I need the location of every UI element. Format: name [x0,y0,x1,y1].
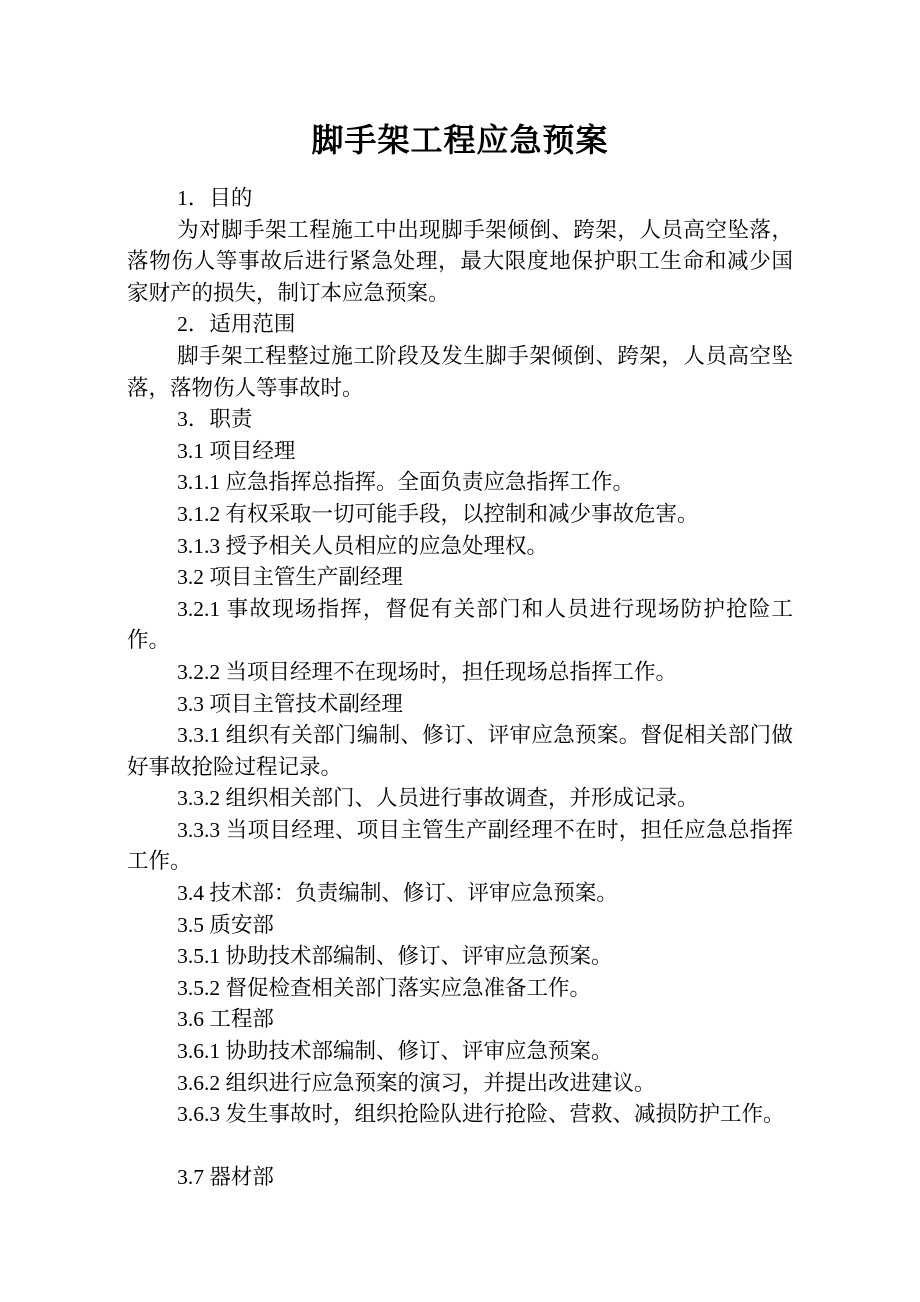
item-3-1-1: 3.1.1 应急指挥总指挥。全面负责应急指挥工作。 [177,470,634,495]
item-3-3-technical-deputy: 3.3 项目主管技术副经理 [177,691,403,716]
item-3-1-3: 3.1.3 授予相关人员相应的应急处理权。 [177,533,548,558]
heading-2-scope: 2．适用范围 [177,312,296,337]
item-3-6-2: 3.6.2 组织进行应急预案的演习，并提出改进建议。 [177,1070,656,1095]
item-3-4-technology-dept: 3.4 技术部：负责编制、修订、评审应急预案。 [177,881,618,906]
document-title: 脚手架工程应急预案 [311,122,609,158]
item-3-2-1: 3.2.1 事故现场指挥，督促有关部门和人员进行现场防护抢险工作。 [127,596,793,653]
item-3-6-3: 3.6.3 发生事故时，组织抢险队进行抢险、营救、减损防护工作。 [177,1102,785,1127]
blank-line [127,1131,793,1163]
item-3-1-2: 3.1.2 有权采取一切可能手段，以控制和减少事故危害。 [177,501,699,526]
item-3-1-project-manager: 3.1 项目经理 [177,438,296,463]
document-body [127,183,793,1194]
item-3-6-1: 3.6.1 协助技术部编制、修订、评审应急预案。 [177,1039,613,1064]
item-3-5-1: 3.5.1 协助技术部编制、修订、评审应急预案。 [177,944,613,969]
item-3-7-equipment-dept: 3.7 器材部 [177,1165,274,1190]
item-3-2-production-deputy: 3.2 项目主管生产副经理 [177,565,403,590]
heading-3-responsibilities: 3．职责 [177,407,253,432]
item-3-5-quality-safety-dept: 3.5 质安部 [177,912,274,937]
para-scope: 脚手架工程整过施工阶段及发生脚手架倾倒、跨架，人员高空坠落，落物伤人等事故时。 [127,343,793,400]
item-3-5-2: 3.5.2 督促检查相关部门落实应急准备工作。 [177,975,591,1000]
item-3-3-3: 3.3.3 当项目经理、项目主管生产副经理不在时，担任应急总指挥工作。 [127,817,793,874]
para-purpose: 为对脚手架工程施工中出现脚手架倾倒、跨架，人员高空坠落，落物伤人等事故后进行紧急处理，最大限度地保护职工生命和减少国家财产的损失，制订本应急预案。 [127,217,793,305]
item-3-3-2: 3.3.2 组织相关部门、人员进行事故调查，并形成记录。 [177,786,699,811]
item-3-6-engineering-dept: 3.6 工程部 [177,1007,274,1032]
heading-1-purpose: 1．目的 [177,186,253,210]
item-3-2-2: 3.2.2 当项目经理不在现场时，担任现场总指挥工作。 [177,659,677,684]
item-3-3-1: 3.3.1 组织有关部门编制、修订、评审应急预案。督促相关部门做好事故抢险过程记录。 [127,723,793,779]
